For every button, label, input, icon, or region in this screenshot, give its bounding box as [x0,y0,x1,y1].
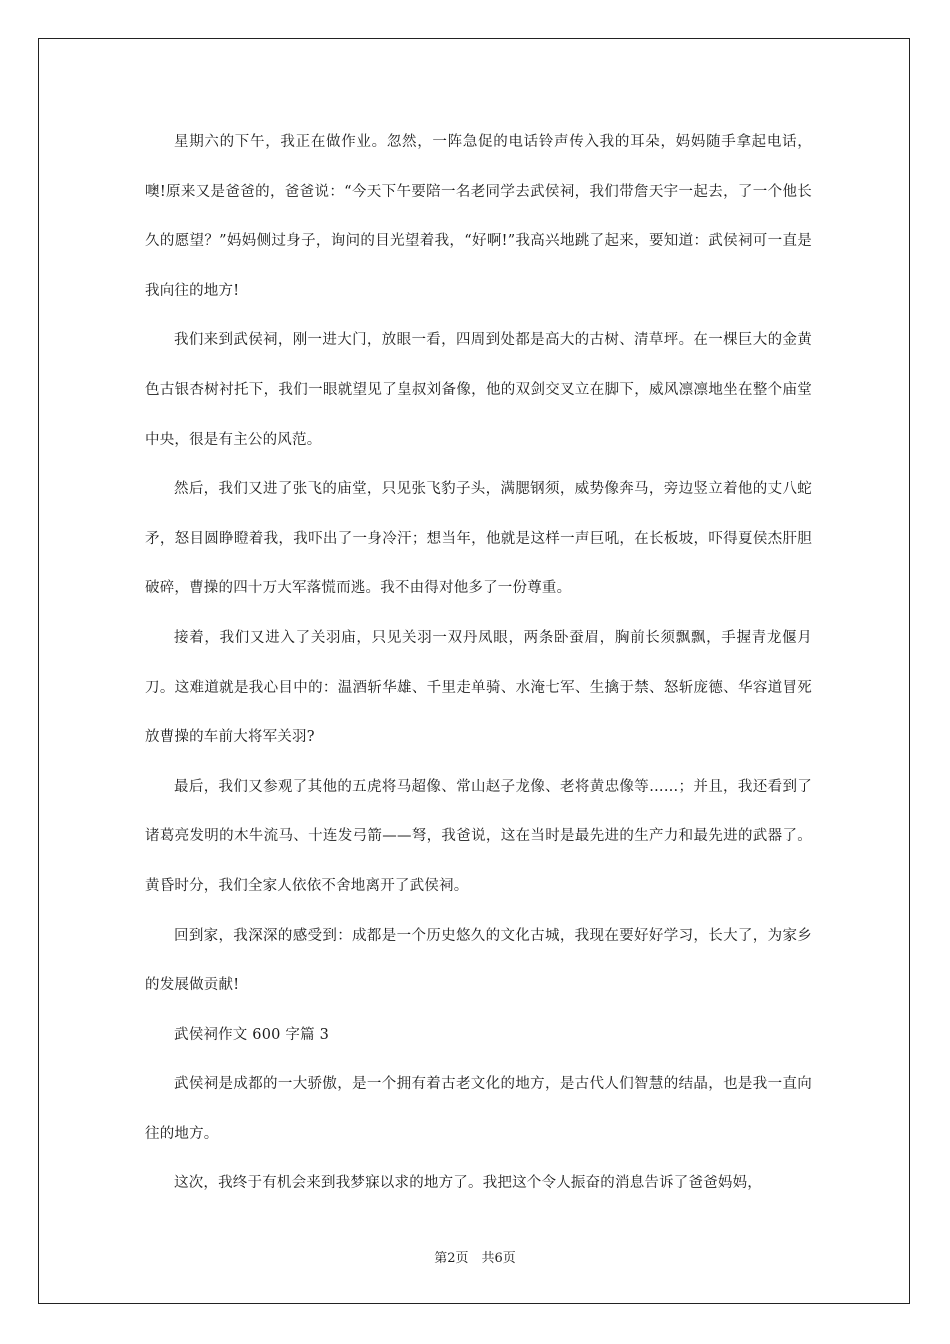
paragraph-8: 这次，我终于有机会来到我梦寐以求的地方了。我把这个令人振奋的消息告诉了爸爸妈妈， [174,1175,762,1192]
paragraph-2: 我们来到武侯祠，刚一进大门，放眼一看，四周到处都是高大的古树、清草坪。在一棵巨大的金黄色古银杏树衬托下，我们一眼就望见了皇叔刘备像，他的双剑交叉立在脚下，威风凛凛地坐在整个庙堂中央，很是有主公的风范。 [145,332,812,448]
page-number-footer: 第2页 共6页 [434,1251,516,1266]
paragraph-6: 回到家，我深深的感受到：成都是一个历史悠久的文化古城，我现在要好好学习，长大了，为家乡的发展做贡献! [145,927,812,994]
document-body [145,118,812,1209]
section-heading: 武侯祠作文 600 字篇 3 [174,1026,330,1043]
paragraph-1: 星期六的下午，我正在做作业。忽然，一阵急促的电话铃声传入我的耳朵，妈妈随手拿起电话，噢!原来又是爸爸的，爸爸说：“今天下午要陪一名老同学去武侯祠，我们带詹天宇一起去，了一个他长久的愿望？”妈妈侧过身子，询问的目光望着我，“好啊!”我高兴地跳了起来，要知道：武侯祠可一直是我向往的地方! [145,134,812,299]
paragraph-4: 接着，我们又进入了关羽庙，只见关羽一双丹凤眼，两条卧蚕眉，胸前长须飘飘，手握青龙偃月刀。这难道就是我心目中的：温酒斩华雄、千里走单骑、水淹七军、生擒于禁、怒斩庞德、华容道冒死放曹操的车前大将军关羽? [145,629,812,746]
paragraph-7: 武侯祠是成都的一大骄傲，是一个拥有着古老文化的地方，是古代人们智慧的结晶，也是我一直向往的地方。 [145,1076,812,1142]
paragraph-5: 最后，我们又参观了其他的五虎将马超像、常山赵子龙像、老将黄忠像等……；并且，我还看到了诸葛亮发明的木牛流马、十连发弓箭——弩，我爸说，这在当时是最先进的生产力和最先进的武器了。黄昏时分，我们全家人依依不舍地离开了武侯祠。 [145,778,812,894]
paragraph-3: 然后，我们又进了张飞的庙堂，只见张飞豹子头，满腮钢须，威势像奔马，旁边竖立着他的丈八蛇矛，怒目圆睁瞪着我，我吓出了一身冷汗；想当年，他就是这样一声巨吼，在长板坡，吓得夏侯杰肝胆破碎，曹操的四十万大军落慌而逃。我不由得对他多了一份尊重。 [145,481,812,597]
